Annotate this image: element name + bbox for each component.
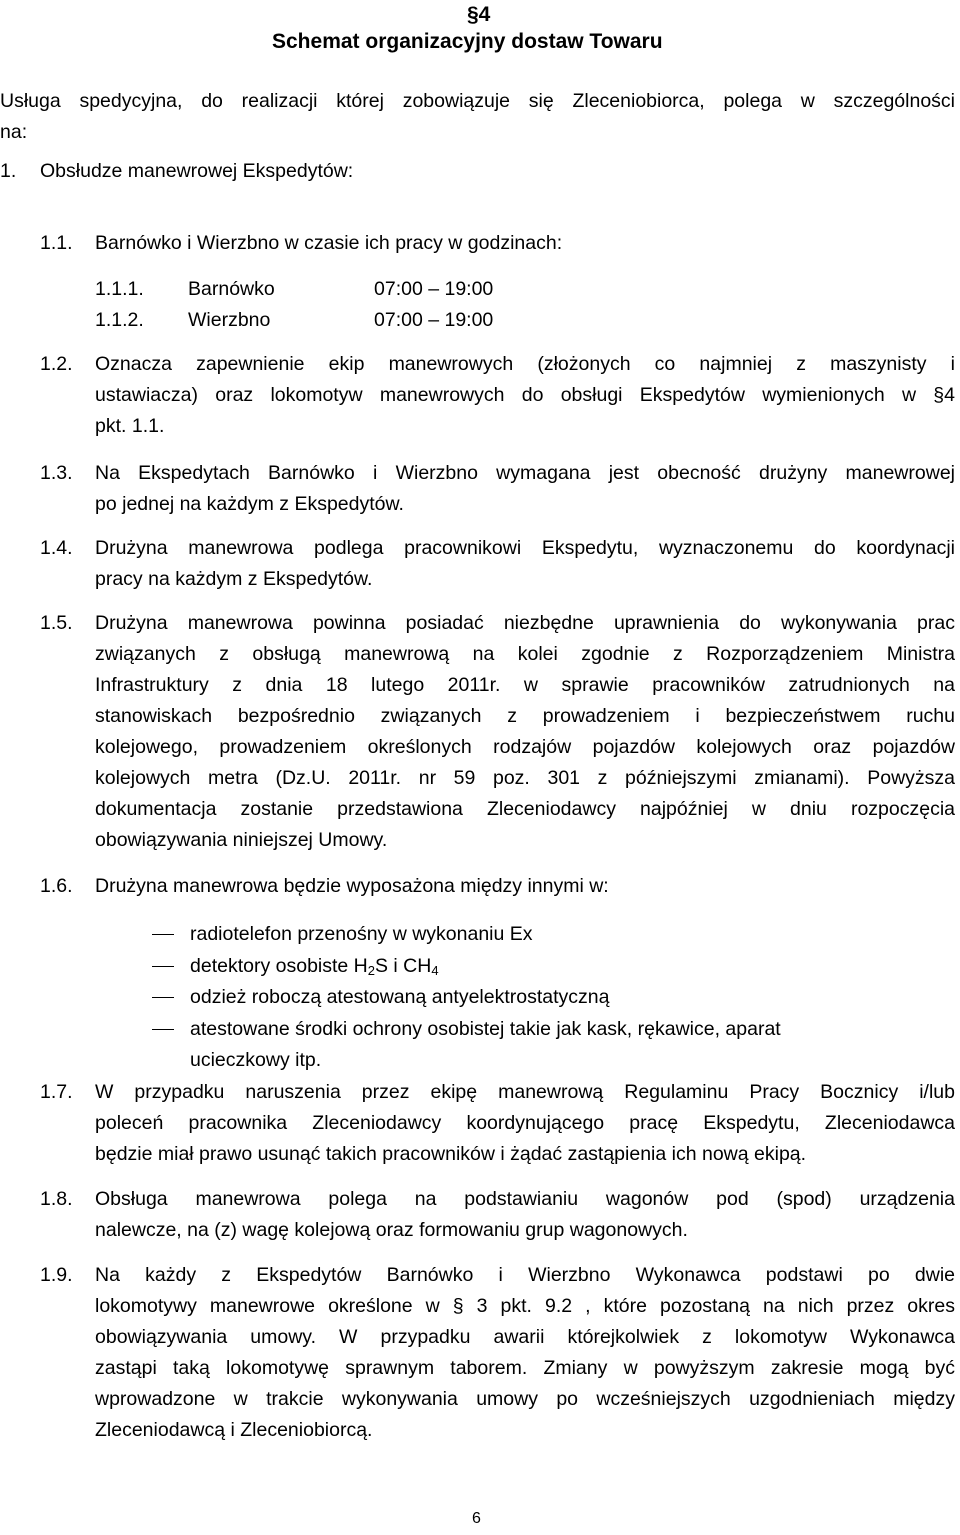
dash-bullet: [152, 966, 174, 967]
paragraph-line: Drużyna manewrowa powinna posiadać niezbędne uprawnienia do wykonywania prac: [95, 612, 955, 634]
bullet-text: [190, 951, 439, 982]
item-paragraph: [95, 349, 955, 442]
intro-line: Usługa spedycyjna, do realizacji której zobowiązuje się Zleceniobiorca, polega w szczególności: [0, 90, 955, 112]
paragraph-line: kolejowego, prowadzeniem określonych rodzajów pojazdów kolejowych oraz pojazdów: [95, 736, 955, 758]
intro-paragraph: [0, 86, 955, 148]
paragraph-line: zastąpi taką lokomotywę sprawnym taborem. Zmiany w powyższym zakresie mogą być: [95, 1357, 955, 1379]
paragraph-line: po jednej na każdym z Ekspedytów.: [95, 493, 404, 515]
item-number: 1.8.: [40, 1188, 73, 1210]
item-paragraph: [95, 1260, 955, 1446]
subscript: 4: [431, 963, 439, 978]
item-text: Drużyna manewrowa będzie wyposażona między innymi w:: [95, 875, 609, 897]
paragraph-line: obowiązywania umowy. W przypadku awarii którejkolwiek z lokomotyw Wykonawca: [95, 1326, 955, 1348]
intro-line: na:: [0, 121, 28, 143]
paragraph-line: Obsługa manewrowa polega na podstawianiu wagonów pod (spod) urządzenia: [95, 1188, 955, 1210]
dash-bullet: [152, 997, 174, 998]
item-paragraph: [95, 1077, 955, 1170]
paragraph-line: pkt. 1.1.: [95, 415, 165, 437]
schedule-hours: 07:00 – 19:00: [374, 278, 494, 300]
paragraph-line: pracy na każdym z Ekspedytów.: [95, 568, 373, 590]
item-number: 1.9.: [40, 1264, 73, 1286]
paragraph-line: związanych z obsługą manewrową na kolei zgodnie z Rozporządzeniem Ministra: [95, 643, 955, 665]
dash-bullet: [152, 934, 174, 935]
paragraph-line: Oznacza zapewnienie ekip manewrowych (złożonych co najmniej z maszynisty i: [95, 353, 955, 375]
item-number: 1.6.: [40, 875, 73, 897]
paragraph-line: Infrastruktury z dnia 18 lutego 2011r. w sprawie pracowników zatrudnionych na: [95, 674, 955, 696]
schedule-place: Barnówko: [188, 278, 275, 300]
page-title: Schemat organizacyjny dostaw Towaru: [272, 30, 663, 53]
paragraph-line: Zleceniodawcą i Zleceniobiorcą.: [95, 1419, 373, 1441]
item-paragraph: [95, 608, 955, 856]
paragraph-line: lokomotywy manewrowe określone w § 3 pkt. 9.2 , które pozostaną na nich przez okres: [95, 1295, 955, 1317]
page-number: 6: [472, 1510, 481, 1527]
paragraph-line: obowiązywania niniejszej Umowy.: [95, 829, 388, 851]
schedule-place: Wierzbno: [188, 309, 271, 331]
item-number: 1.5.: [40, 612, 73, 634]
item-number: 1.4.: [40, 537, 73, 559]
item-text: Obsłudze manewrowej Ekspedytów:: [40, 160, 354, 182]
dash-bullet: [152, 1029, 174, 1030]
bullet-text: radiotelefon przenośny w wykonaniu Ex: [190, 923, 533, 945]
schedule-number: 1.1.2.: [95, 309, 144, 331]
paragraph-line: stanowiskach bezpośrednio związanych z prowadzeniem i bezpieczeństwem ruchu: [95, 705, 955, 727]
item-number: 1.2.: [40, 353, 73, 375]
item-paragraph: [95, 458, 955, 520]
item-number: 1.3.: [40, 462, 73, 484]
item-number: 1.1.: [40, 232, 73, 254]
schedule-hours: 07:00 – 19:00: [374, 309, 494, 331]
item-paragraph: [95, 533, 955, 595]
item-number: 1.: [0, 160, 17, 182]
paragraph-line: dokumentacja zostanie przedstawiona Zleceniodawcy najpóźniej w dniu rozpoczęcia: [95, 798, 955, 820]
paragraph-line: wprowadzone w trakcie wykonywania umowy po wcześniejszych uzgodnieniach między: [95, 1388, 955, 1410]
item-paragraph: [95, 1184, 955, 1246]
item-number: 1.7.: [40, 1081, 73, 1103]
bullet-text: atestowane środki ochrony osobistej takie jak kask, rękawice, aparat: [190, 1018, 781, 1040]
item-text: Barnówko i Wierzbno w czasie ich pracy w godzinach:: [95, 232, 563, 254]
paragraph-line: W przypadku naruszenia przez ekipę manewrową Regulaminu Pracy Bocznicy i/lub: [95, 1081, 955, 1103]
paragraph-line: nalewcze, na (z) wagę kolejową oraz formowaniu grup wagonowych.: [95, 1219, 688, 1241]
bullet-text-part: S i CH: [375, 955, 432, 977]
bullet-text-part: detektory osobiste H: [190, 955, 368, 977]
paragraph-line: Na każdy z Ekspedytów Barnówko i Wierzbno Wykonawca podstawi po dwie: [95, 1264, 955, 1286]
paragraph-line: będzie miał prawo usunąć takich pracowników i żądać zastąpienia ich nową ekipą.: [95, 1143, 807, 1165]
paragraph-line: ustawiacza) oraz lokomotyw manewrowych do obsługi Ekspedytów wymienionych w §4: [95, 384, 955, 406]
paragraph-line: Na Ekspedytach Barnówko i Wierzbno wymagana jest obecność drużyny manewrowej: [95, 462, 955, 484]
section-heading: §4: [467, 3, 491, 26]
bullet-text: ucieczkowy itp.: [190, 1049, 322, 1071]
paragraph-line: kolejowych metra (Dz.U. 2011r. nr 59 poz. 301 z późniejszymi zmianami). Powyższa: [95, 767, 955, 789]
bullet-text: odzież roboczą atestowaną antyelektrostatyczną: [190, 986, 610, 1008]
schedule-number: 1.1.1.: [95, 278, 144, 300]
paragraph-line: Drużyna manewrowa podlega pracownikowi Ekspedytu, wyznaczonemu do koordynacji: [95, 537, 955, 559]
paragraph-line: poleceń pracownika Zleceniodawcy koordynującego pracę Ekspedytu, Zleceniodawca: [95, 1112, 955, 1134]
subscript: 2: [367, 963, 375, 978]
